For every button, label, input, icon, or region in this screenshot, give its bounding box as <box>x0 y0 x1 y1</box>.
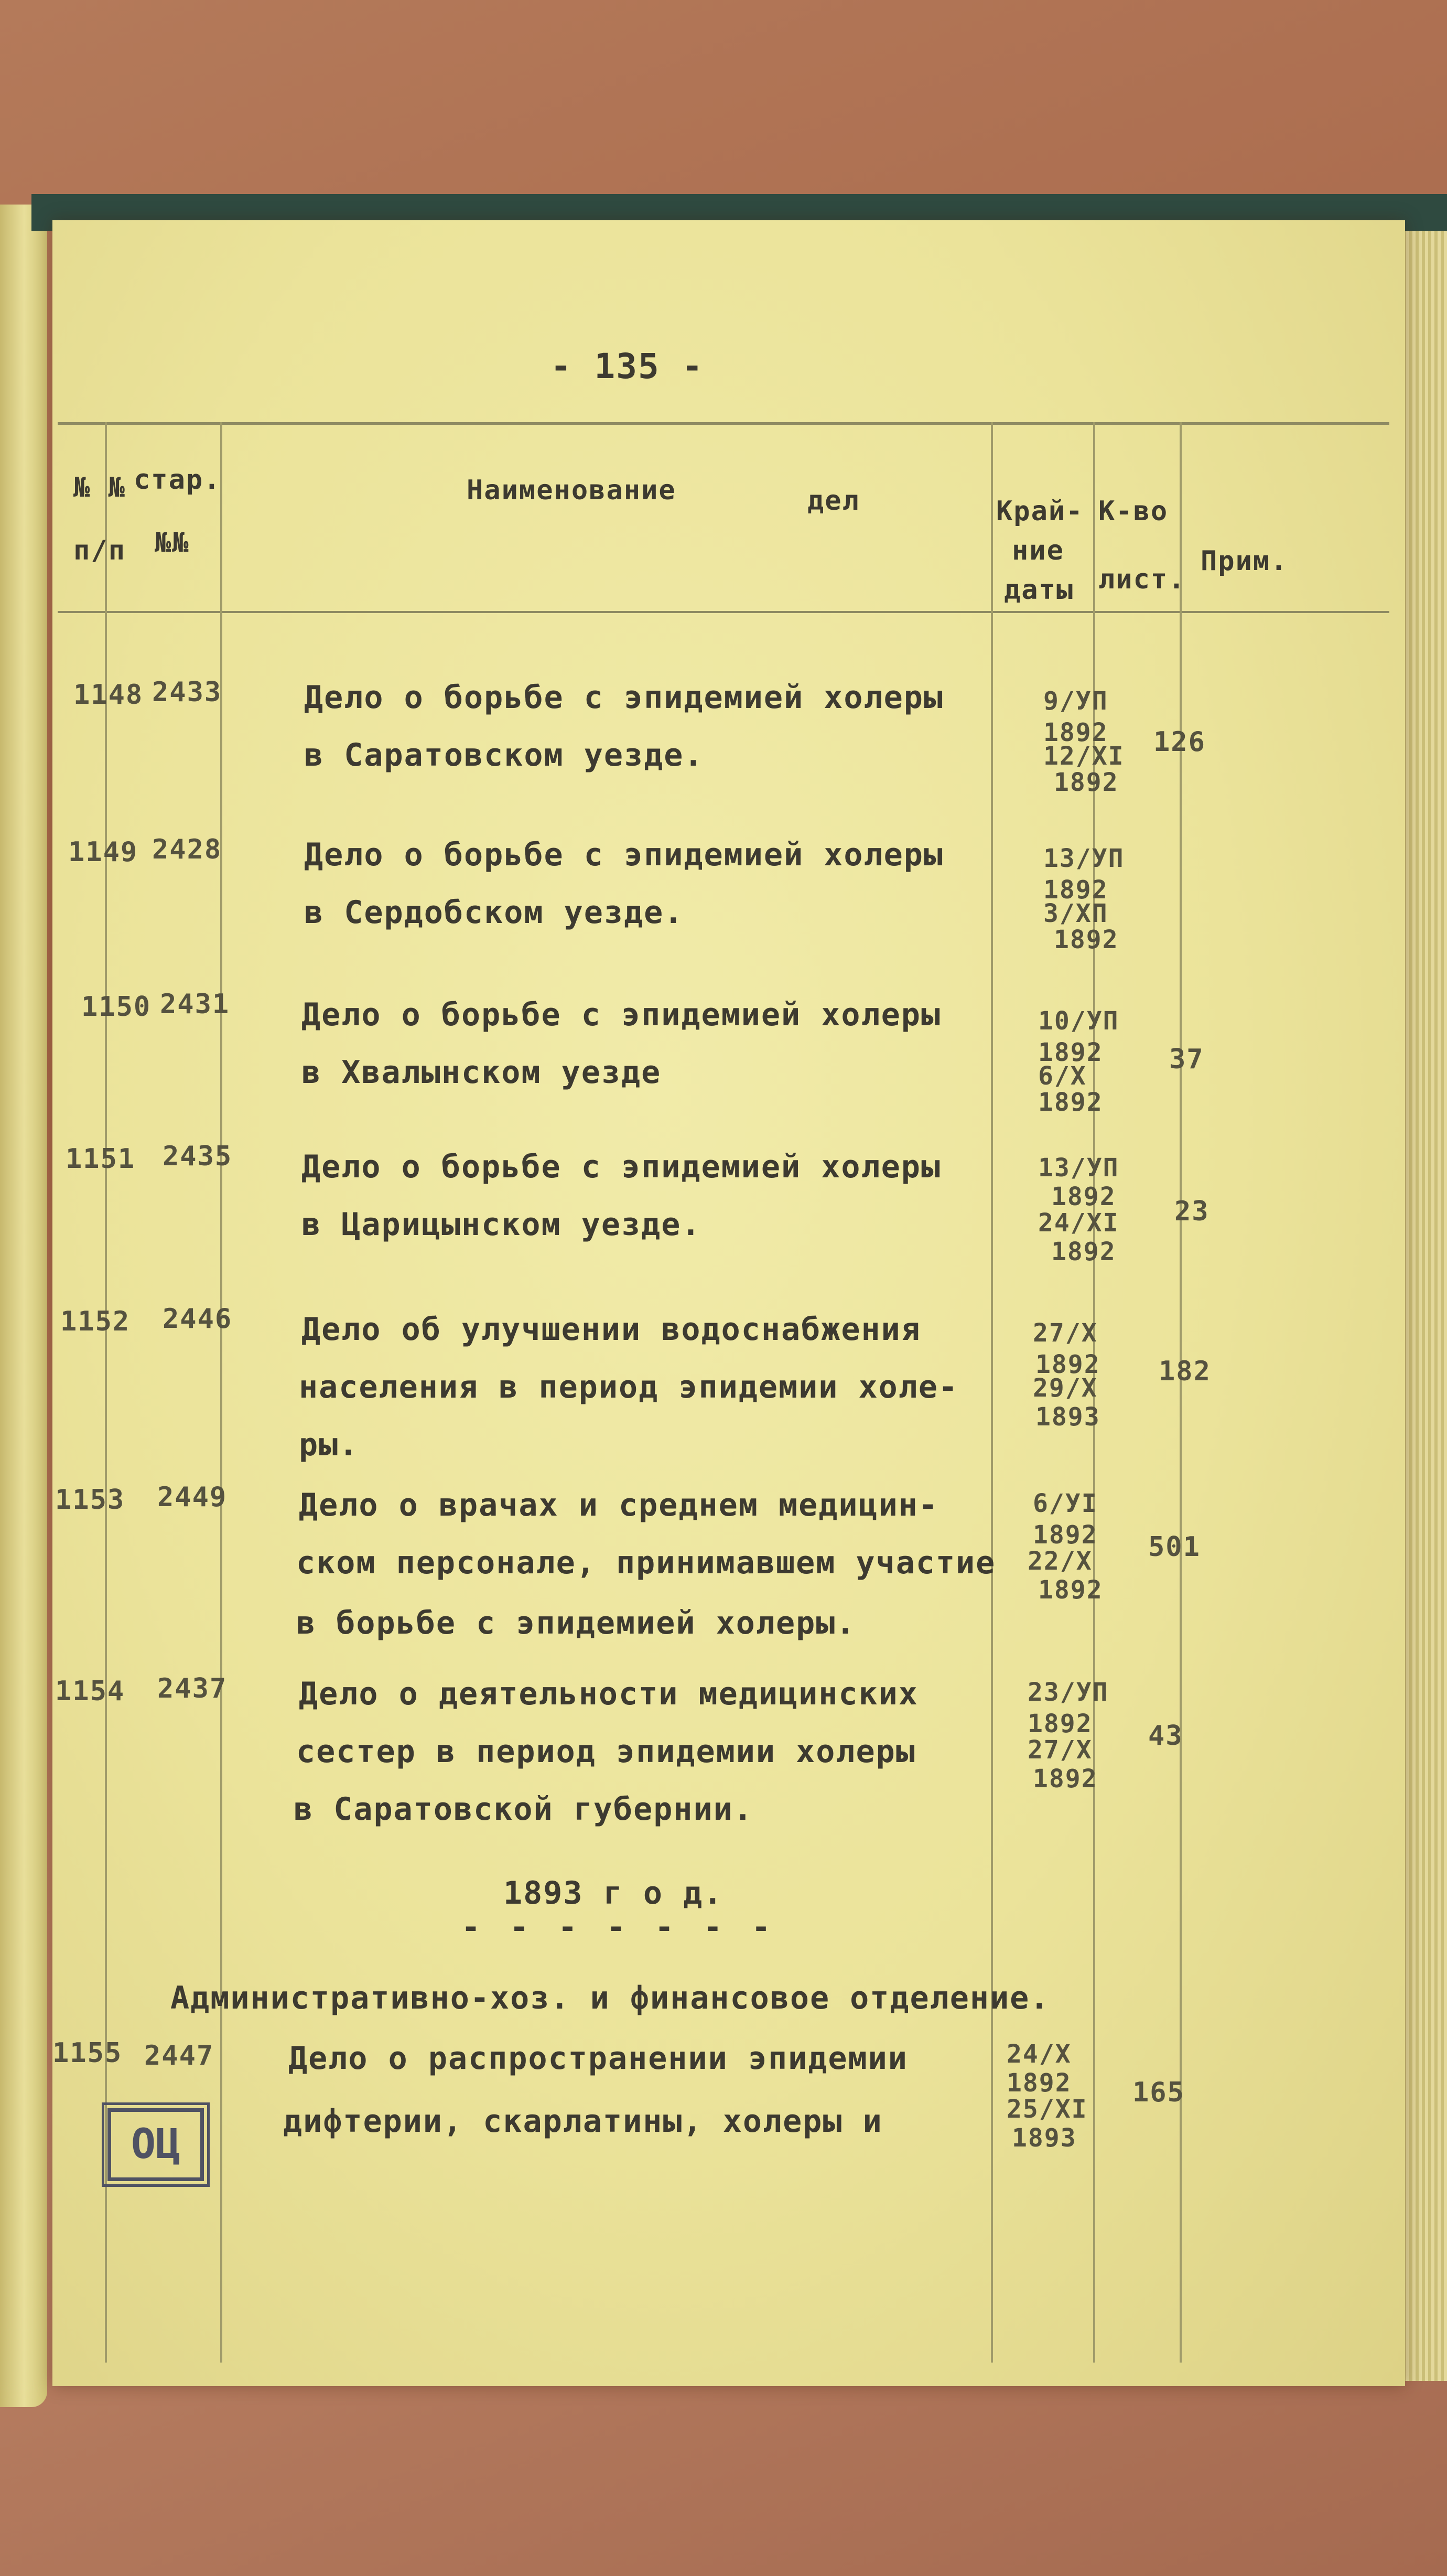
row-old-number: 2437 <box>157 1673 228 1704</box>
row-title-line: в Царицынском уезде. <box>301 1206 701 1243</box>
page-number: - 135 - <box>550 346 704 387</box>
row-title-line: Дело о борьбе с эпидемией холеры <box>301 996 941 1033</box>
row-date: 6/УI <box>1033 1489 1098 1518</box>
row-title-line: ском персонале, принимавшем участие <box>296 1544 996 1581</box>
book-binding <box>0 205 47 2407</box>
row-title-line: Дело об улучшении водоснабжения <box>301 1311 921 1348</box>
row-date: 27/X <box>1033 1318 1098 1348</box>
header-notes: Прим. <box>1201 545 1288 577</box>
header-bottom-rule <box>58 611 1389 613</box>
header-sheets: К-во <box>1098 496 1169 527</box>
archive-stamp: ОЦ <box>107 2108 204 2181</box>
row-sheets: 182 <box>1159 1356 1211 1387</box>
row-date: 24/X <box>1007 2040 1072 2069</box>
header-old-sub: №№ <box>155 527 190 559</box>
row-old-number: 2428 <box>152 834 222 865</box>
row-date: 10/УП <box>1038 1006 1119 1036</box>
row-number: 1153 <box>55 1484 125 1516</box>
row-date: 9/УП <box>1043 686 1108 716</box>
row-date: 13/УП <box>1043 844 1125 873</box>
row-sheets: 126 <box>1153 726 1206 758</box>
header-no-sub: п/п <box>73 535 126 566</box>
row-sheets: 37 <box>1169 1044 1204 1075</box>
row-sheets: 23 <box>1174 1196 1210 1227</box>
header-no: № № <box>73 472 126 503</box>
column-divider <box>991 422 993 2363</box>
row-date: 6/X <box>1038 1061 1087 1091</box>
row-title-line: дифтерии, скарлатины, холеры и <box>283 2103 883 2140</box>
row-old-number: 2447 <box>144 2040 214 2071</box>
row-date: 1892 <box>1043 875 1108 905</box>
header-title-sub: дел <box>807 485 860 517</box>
header-dates: Край- <box>996 496 1084 527</box>
row-title-line: Дело о врачах и среднем медицин- <box>299 1487 938 1523</box>
section-heading: Административно-хоз. и финансовое отделение. <box>170 1980 1050 2016</box>
row-date: 1892 <box>1038 1038 1103 1067</box>
row-sheets: 43 <box>1148 1720 1183 1752</box>
row-date: 1893 <box>1012 2123 1077 2153</box>
row-number: 1155 <box>52 2037 123 2069</box>
row-title-line: в Саратовском уезде. <box>304 737 704 774</box>
row-title-line: сестер в период эпидемии холеры <box>296 1733 916 1770</box>
row-number: 1148 <box>73 679 144 711</box>
row-old-number: 2431 <box>160 989 230 1020</box>
row-title-line: в Саратовской губернии. <box>294 1791 753 1828</box>
row-number: 1149 <box>68 836 138 868</box>
row-date: 23/УП <box>1028 1678 1109 1707</box>
row-date: 1892 <box>1038 1088 1103 1117</box>
header-title: Наименование <box>467 475 676 506</box>
row-sheets: 501 <box>1148 1531 1201 1563</box>
row-sheets: 165 <box>1132 2077 1185 2108</box>
row-date: 1893 <box>1035 1402 1100 1432</box>
row-date: 29/X <box>1033 1373 1098 1403</box>
row-number: 1150 <box>81 991 152 1023</box>
header-old: стар. <box>134 464 221 496</box>
row-date: 1892 <box>1043 718 1108 747</box>
row-date: 1892 <box>1033 1764 1098 1794</box>
table-top-rule <box>58 422 1389 425</box>
row-number: 1154 <box>55 1676 125 1707</box>
row-date: 25/XI <box>1007 2095 1088 2124</box>
row-old-number: 2449 <box>157 1482 228 1513</box>
row-title-line: Дело о деятельности медицинских <box>299 1676 919 1712</box>
row-date: 27/X <box>1028 1735 1093 1765</box>
row-date: 3/XП <box>1043 899 1108 928</box>
header-dates-sub2: даты <box>1004 574 1074 606</box>
row-date: 1892 <box>1028 1709 1093 1738</box>
header-sheets-sub: лист. <box>1098 564 1186 595</box>
row-title-line: Дело о борьбе с эпидемией холеры <box>304 836 944 873</box>
row-title-line: населения в период эпидемии холе- <box>299 1369 959 1405</box>
row-title-line: Дело о борьбе с эпидемией холеры <box>304 679 944 716</box>
row-date: 1892 <box>1051 1182 1116 1211</box>
row-title-line: в борьбе с эпидемией холеры. <box>296 1605 856 1641</box>
row-title-line: в Сердобском уезде. <box>304 894 684 931</box>
row-date: 1892 <box>1054 768 1119 797</box>
row-date: 12/XI <box>1043 742 1125 771</box>
row-date: 1892 <box>1054 925 1119 954</box>
row-old-number: 2446 <box>163 1303 233 1335</box>
row-title-line: ры. <box>299 1426 359 1463</box>
column-divider <box>220 422 222 2363</box>
row-old-number: 2435 <box>163 1141 233 1172</box>
year-underline: - - - - - - - <box>461 1909 776 1946</box>
row-date: 24/XI <box>1038 1208 1119 1238</box>
row-date: 1892 <box>1033 1520 1098 1550</box>
header-dates-sub: ние <box>1012 535 1064 566</box>
row-title-line: Дело о распространении эпидемии <box>288 2040 908 2077</box>
row-date: 13/УП <box>1038 1153 1119 1183</box>
row-title-line: в Хвалынском уезде <box>301 1054 662 1091</box>
archive-page <box>52 220 1405 2386</box>
row-number: 1151 <box>66 1143 136 1175</box>
row-date: 1892 <box>1051 1237 1116 1266</box>
row-date: 1892 <box>1038 1575 1103 1605</box>
row-number: 1152 <box>60 1306 131 1337</box>
row-title-line: Дело о борьбе с эпидемией холеры <box>301 1149 941 1185</box>
row-date: 22/X <box>1028 1547 1093 1576</box>
row-old-number: 2433 <box>152 677 222 708</box>
year-heading: 1893 г о д. <box>503 1875 723 1912</box>
row-date: 1892 <box>1007 2068 1072 2098</box>
column-divider <box>105 422 107 2363</box>
row-date: 1892 <box>1035 1350 1100 1379</box>
column-divider <box>1180 422 1182 2363</box>
